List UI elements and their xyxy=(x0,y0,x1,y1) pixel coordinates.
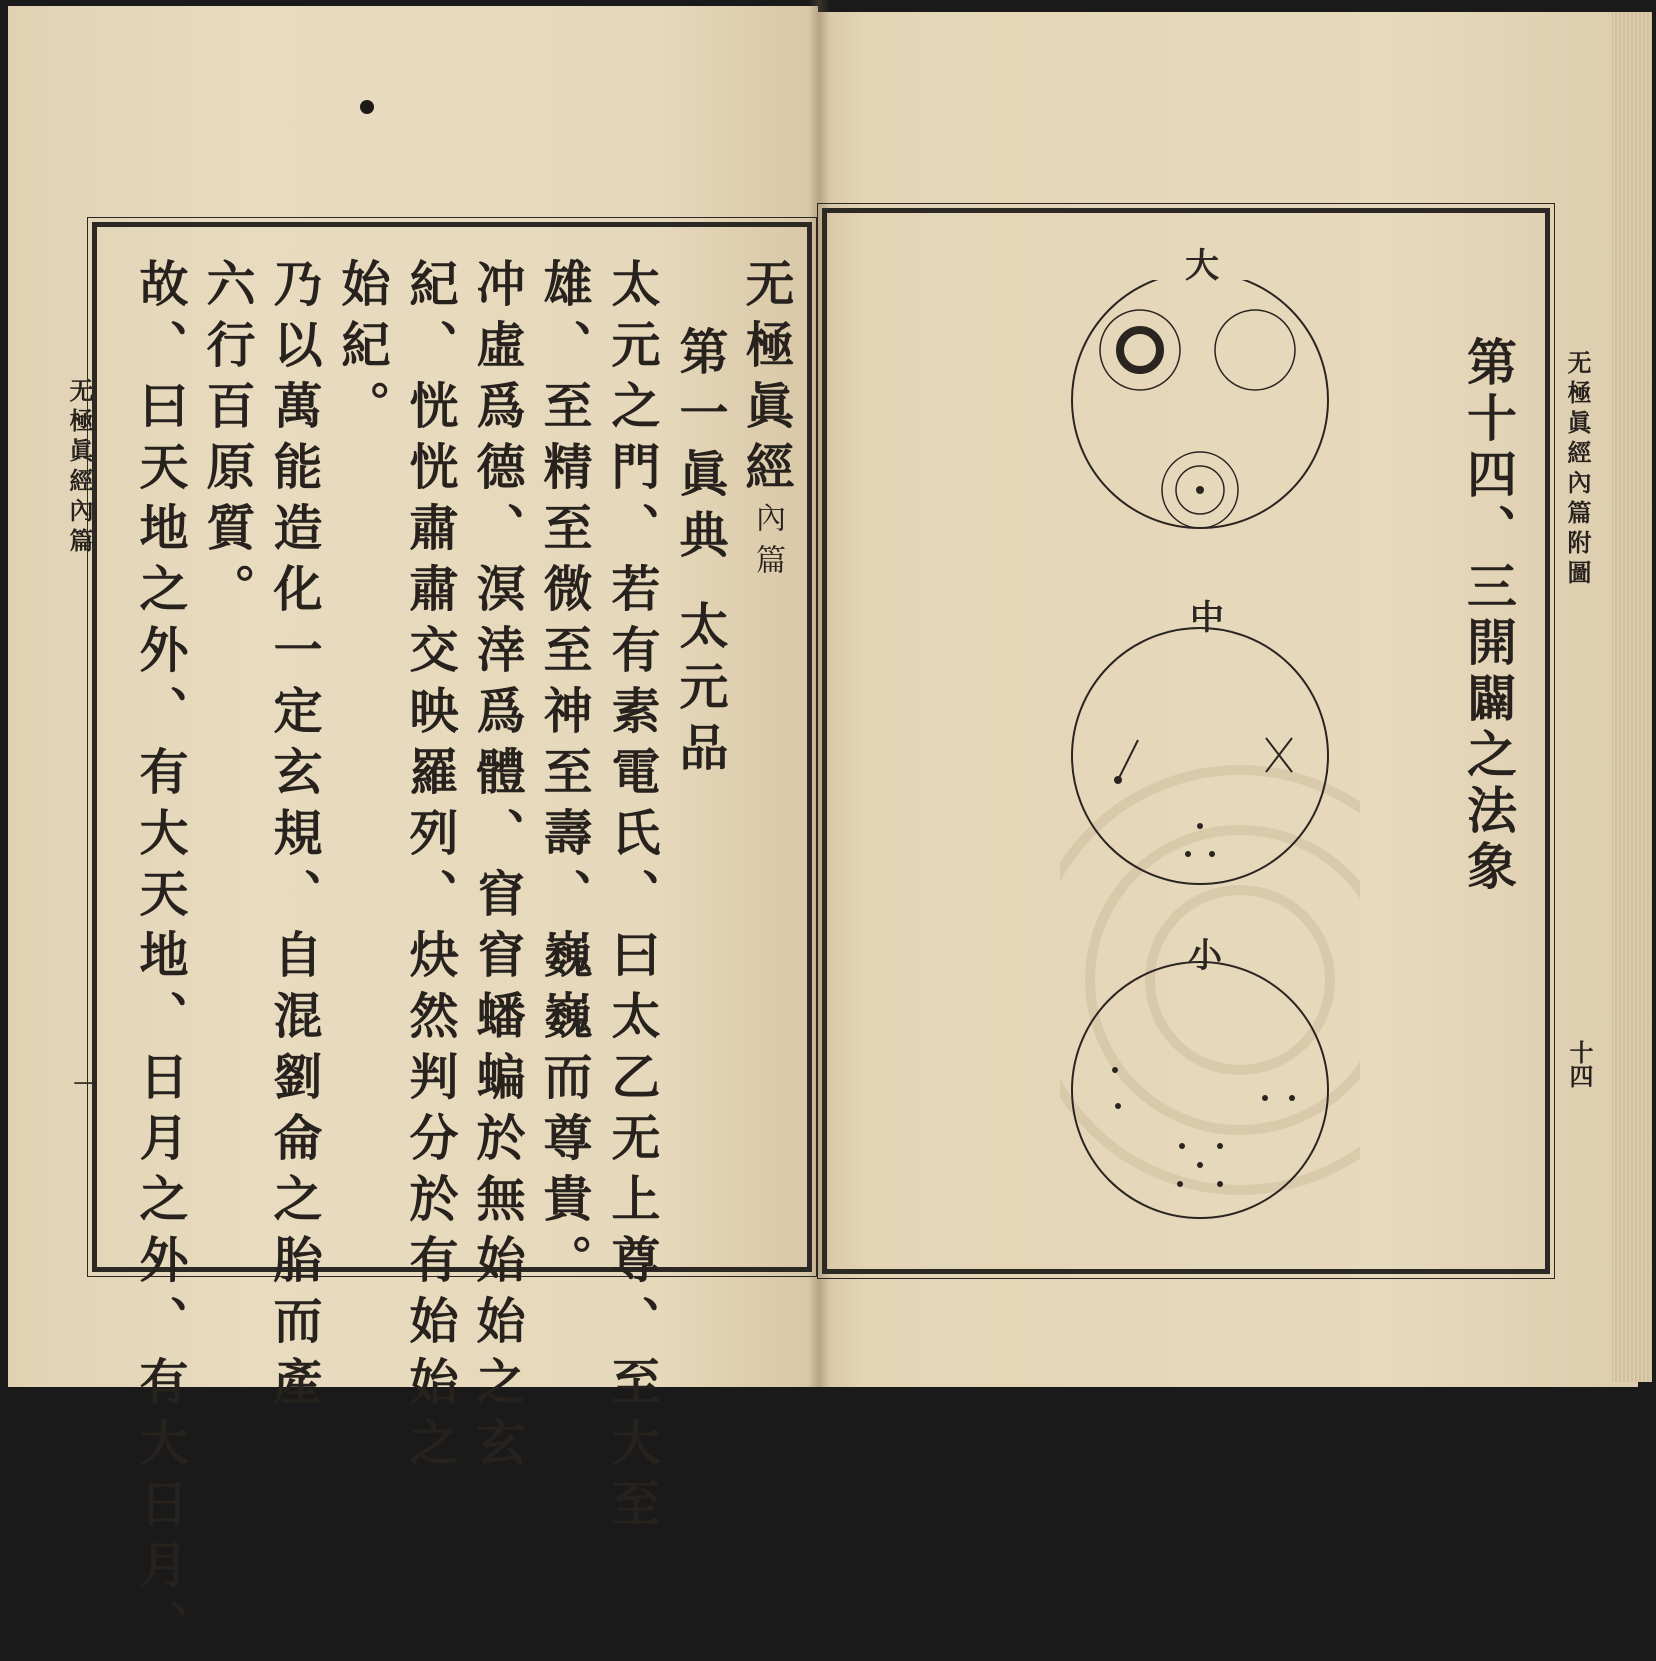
chapter-column xyxy=(666,326,736,783)
bleed-through-rings xyxy=(1060,770,1360,1190)
book-title: 无極眞經 xyxy=(738,258,796,502)
text-column-3: 冲虛爲德、溟涬爲體、窅窅蟠蝙於無始始之玄 xyxy=(469,258,527,1478)
circle-large-ring xyxy=(1120,330,1160,370)
text-column-8: 故、曰天地之外、有大天地、日月之外、有大日月、 xyxy=(132,258,190,1661)
text-column-5: 始紀。 xyxy=(334,258,392,441)
circle-middle-group xyxy=(1072,628,1328,884)
label-middle: 中 xyxy=(1190,598,1224,638)
three-openings-diagram xyxy=(1060,280,1360,1230)
label-small: 小 xyxy=(1188,936,1222,976)
ink-stain xyxy=(360,100,374,114)
circle-large-group xyxy=(1072,280,1328,528)
text-column-2: 雄、至精至微至神至壽、巍巍而尊貴。 xyxy=(536,258,594,1295)
left-side-header: 无極眞經內篇 xyxy=(65,378,94,558)
right-folio: 十四 xyxy=(1565,1040,1594,1088)
right-side-header: 无極眞經內篇附圖 xyxy=(1563,350,1592,590)
left-folio: 一 xyxy=(69,1072,98,1096)
book-title-column xyxy=(732,258,802,586)
text-column-7: 六行百原質。 xyxy=(199,258,257,624)
circle-large-inner-left xyxy=(1100,310,1180,390)
section-title: 太元品 xyxy=(672,600,730,783)
text-column-4: 紀、恍恍肅肅交映羅列、炔然判分於有始始之 xyxy=(402,258,460,1478)
circle-large-inner-right xyxy=(1215,310,1295,390)
text-column-1: 太元之門、若有素電氏、曰太乙无上尊、至大至 xyxy=(604,258,662,1539)
page-edges xyxy=(1612,12,1652,1382)
chapter-title: 第一眞典 xyxy=(672,326,730,570)
figure-title: 第十四、三開闢之法象 xyxy=(1459,336,1518,896)
text-column-6: 乃以萬能造化一定玄規、自混劉侖之胎而產 xyxy=(266,258,324,1417)
book-subtitle: 內篇 xyxy=(750,502,785,586)
label-large: 大 xyxy=(1185,246,1219,286)
circle-middle xyxy=(1072,628,1328,884)
